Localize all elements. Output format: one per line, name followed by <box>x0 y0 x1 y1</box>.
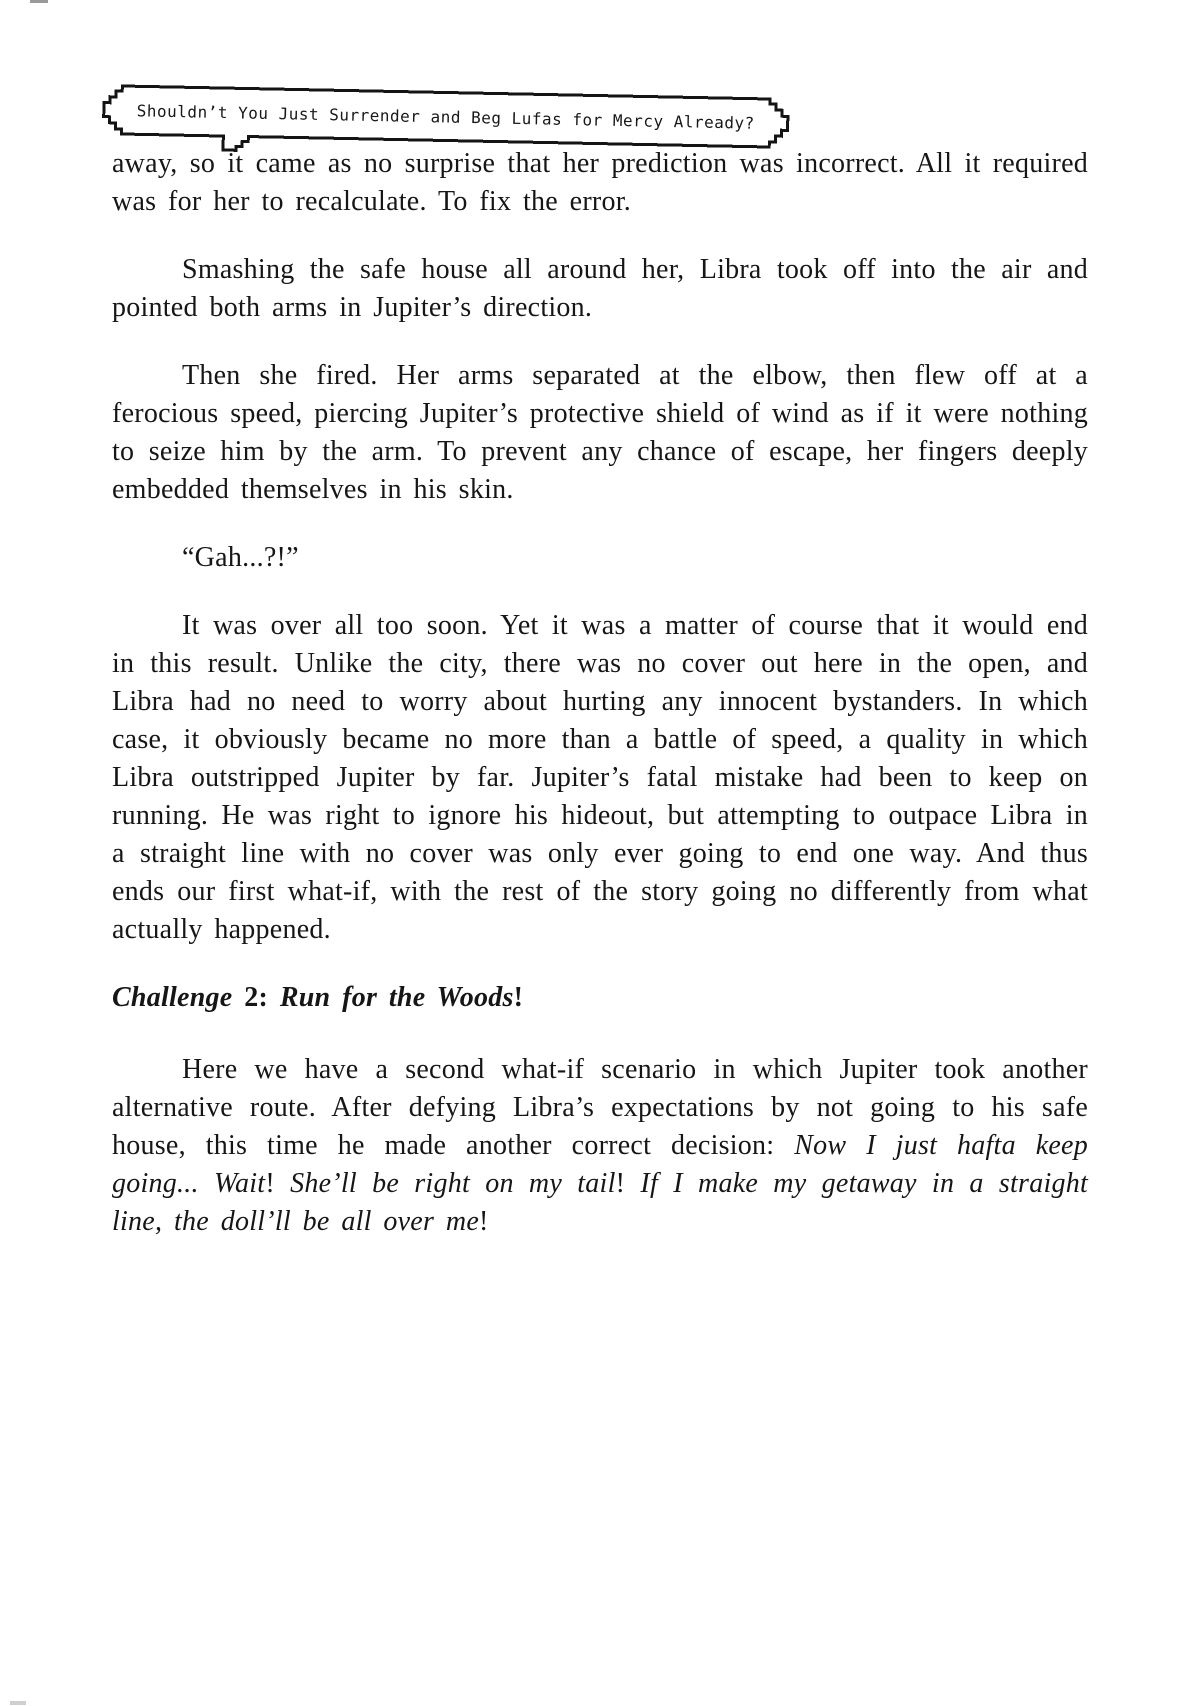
text-run: Challenge <box>112 982 245 1013</box>
scan-artifact-bottom <box>10 1701 26 1705</box>
scan-artifact-top <box>30 0 48 3</box>
chapter-header-banner <box>101 82 802 176</box>
text-run: She’ll be right on my tail <box>290 1168 616 1199</box>
text-run: 2: <box>244 982 280 1013</box>
text-run: ! <box>479 1206 489 1237</box>
text-run: ! <box>265 1168 291 1199</box>
text-run: Smashing the safe house all around her, Libra took off into the air and pointed both arms in Jupiter’s direction. <box>112 254 1088 323</box>
paragraph <box>112 607 1088 949</box>
text-run: ! <box>513 982 524 1013</box>
text-run: Now I just hafta keep going... Wait <box>112 1130 1088 1199</box>
paragraph <box>112 1051 1088 1241</box>
text-run: ! <box>615 1168 641 1199</box>
text-run: “Gah...?!” <box>182 542 299 573</box>
text-run: Run for the Woods <box>279 982 514 1013</box>
section-heading <box>112 979 1088 1017</box>
paragraph-dialogue <box>112 539 1088 577</box>
text-run: It was over all too soon. Yet it was a matter of course that it would end in this result. Unlike the city, there was no cover out here in the open, and Libra had no need to worry about hurting any innocent bystanders. In which case, it obviously became no more than a battle of speed, a quality in which Libra outstripped Jupiter by far. Jupiter’s fatal mistake had been to keep on running. He was right to ignore his hideout, but attempting to outpace Libra in a straight line with no cover was only ever going to end one way. And thus ends our first what-if, with the rest of the story going no differently from what actually happened. <box>112 610 1088 945</box>
text-run: Here we have a second what-if scenario in which Jupiter took another alternative route. After defying Libra’s expectations by not going to his safe house, this time he made another correct decision: <box>112 1054 1088 1161</box>
text-run: Then she fired. Her arms separated at the elbow, then flew off at a ferocious speed, piercing Jupiter’s protective shield of wind as if it were nothing to seize him by the arm. To prevent any chance of escape, her fingers deeply embedded themselves in his skin. <box>112 360 1088 505</box>
paragraph <box>112 357 1088 509</box>
text-run: If I make my getaway in a straight line, the doll’ll be all over me <box>112 1168 1089 1237</box>
paragraph <box>112 251 1088 327</box>
text-run: away, so it came as no surprise that her prediction was incorrect. All it required was for her to recalculate. To fix the error. <box>112 148 1088 217</box>
chapter-title: Shouldn’t You Just Surrender and Beg Lufas for Mercy Already? <box>136 100 755 133</box>
